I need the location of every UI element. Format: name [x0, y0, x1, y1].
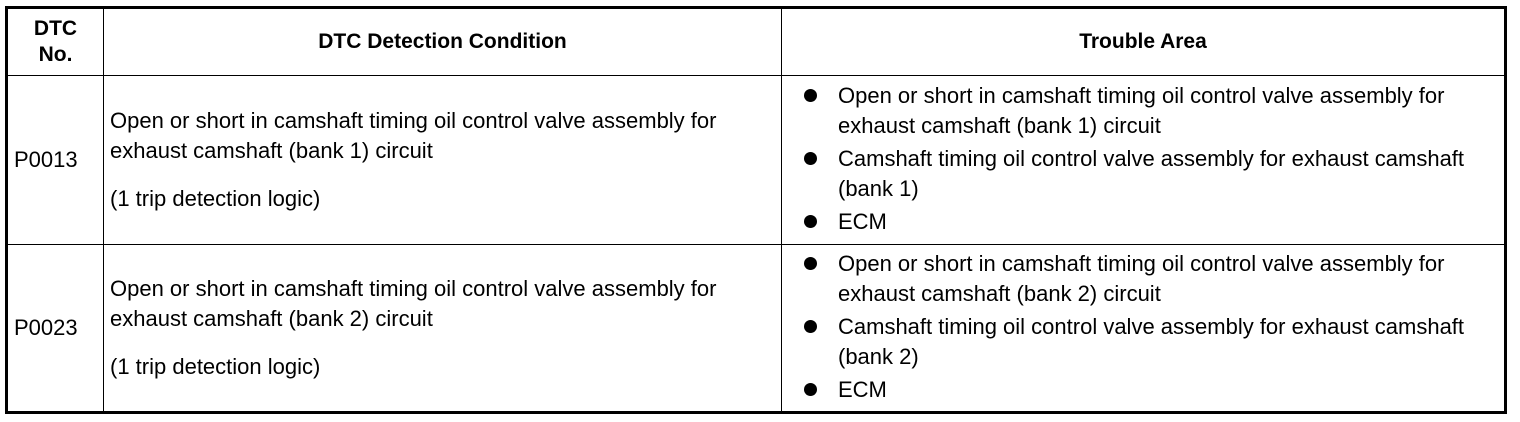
- trouble-area-text: Open or short in camshaft timing oil control valve assembly for exhaust camshaft (bank 1) circuit: [838, 83, 1445, 139]
- list-item: [804, 249, 1504, 309]
- dtc-code: P0023: [7, 244, 104, 413]
- trouble-area-list: [804, 249, 1504, 405]
- trouble-area-text: ECM: [838, 209, 887, 235]
- header-row: [7, 8, 1506, 76]
- trouble-area-text: Camshaft timing oil control valve assembly for exhaust camshaft (bank 2): [838, 314, 1465, 370]
- detection-logic: (1 trip detection logic): [110, 185, 321, 211]
- trouble-area: [782, 76, 1506, 245]
- header-dtc-no: [7, 8, 104, 76]
- bullet-icon: [804, 383, 817, 396]
- dtc-table: [5, 6, 1507, 414]
- trouble-area-text: ECM: [838, 377, 887, 403]
- header-dtc-no-line1: DTC: [33, 17, 78, 40]
- trouble-area-text: Camshaft timing oil control valve assembly for exhaust camshaft (bank 1): [838, 146, 1465, 202]
- detection-condition: [104, 76, 782, 245]
- condition-text: Open or short in camshaft timing oil control valve assembly for exhaust camshaft (bank 2) circuit: [110, 275, 717, 331]
- detection-condition: [104, 244, 782, 413]
- dtc-code: P0013: [7, 76, 104, 245]
- header-trouble-area: Trouble Area: [782, 8, 1506, 76]
- list-item: [804, 207, 1504, 237]
- list-item: [804, 144, 1504, 204]
- trouble-area-text: Open or short in camshaft timing oil control valve assembly for exhaust camshaft (bank 2) circuit: [838, 251, 1445, 307]
- trouble-area: [782, 244, 1506, 413]
- bullet-icon: [804, 89, 817, 102]
- table-row-p0013: [7, 76, 1506, 245]
- header-detection-condition: DTC Detection Condition: [104, 8, 782, 76]
- condition-text: Open or short in camshaft timing oil control valve assembly for exhaust camshaft (bank 1) circuit: [110, 107, 717, 163]
- list-item: [804, 312, 1504, 372]
- detection-logic: (1 trip detection logic): [110, 353, 321, 379]
- bullet-icon: [804, 152, 817, 165]
- list-item: [804, 375, 1504, 405]
- list-item: [804, 81, 1504, 141]
- trouble-area-list: [804, 81, 1504, 237]
- table-row-p0023: [7, 244, 1506, 413]
- bullet-icon: [804, 257, 817, 270]
- bullet-icon: [804, 320, 817, 333]
- header-dtc-no-line2: No.: [38, 43, 73, 66]
- bullet-icon: [804, 215, 817, 228]
